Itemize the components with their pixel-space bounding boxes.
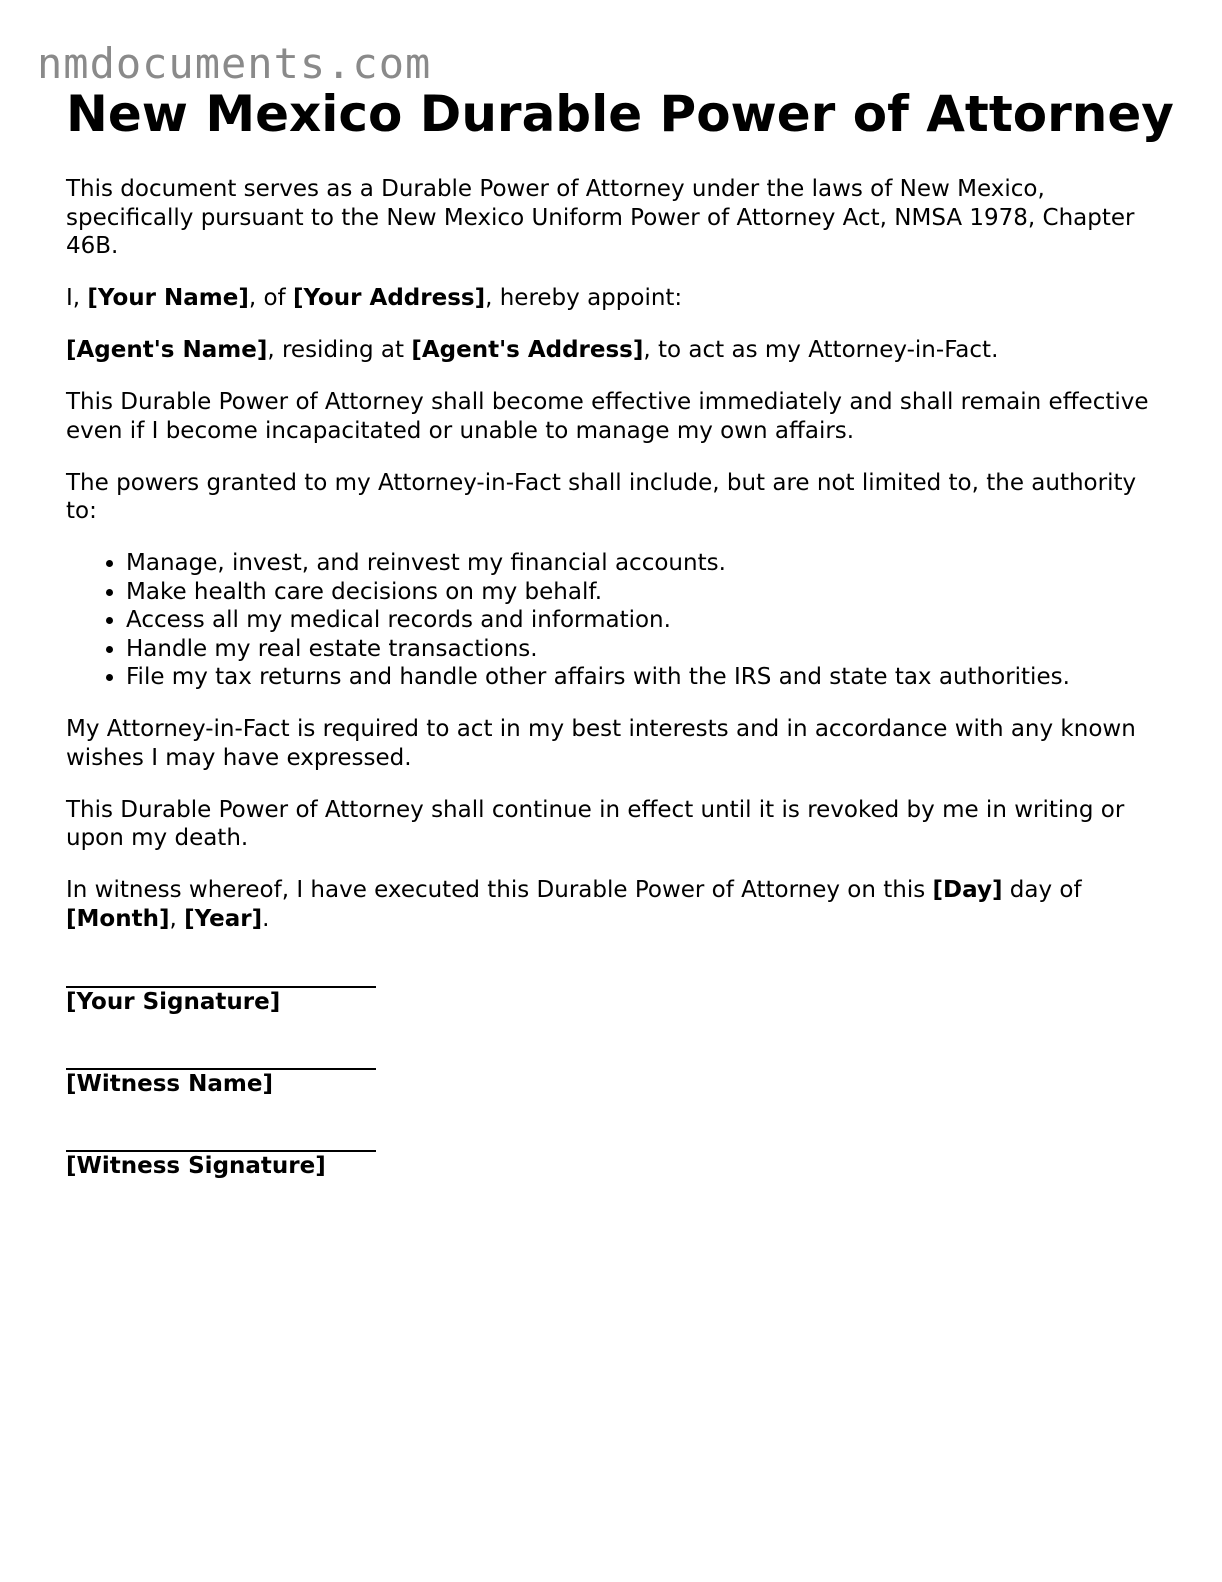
document-title: New Mexico Durable Power of Attorney [66,85,1174,143]
powers-list [66,549,1166,692]
your-signature-label: [Your Signature] [66,989,281,1015]
witness-name-block [66,1038,1166,1098]
witness-signature-label: [Witness Signature] [66,1153,326,1179]
power-item-health: • Make health care decisions on my behalf. [126,578,1166,607]
witness-clause-prefix: In witness whereof, I have executed this Durable Power of Attorney on this [66,877,933,903]
power-item-real-estate: • Handle my real estate transactions. [126,635,1166,664]
your-name-placeholder: [Your Name] [87,285,249,311]
intro-paragraph: This document serves as a Durable Power of Attorney under the laws of New Mexico, specifically pursuant to the New Mexico Uniform Power of Attorney Act, NMSA 1978, Chapter 46B. [66,176,1135,259]
witness-clause-comma: , [169,905,185,932]
witness-clause-day-of: day of [1002,877,1082,903]
agent-suffix: , to act as my Attorney-in-Fact. [643,337,999,363]
your-signature-line [66,956,376,988]
witness-name-line [66,1038,376,1070]
year-placeholder: [Year] [184,905,263,932]
powers-intro-paragraph: The powers granted to my Attorney-in-Fact shall include, but are not limited to, the authority to: [66,469,1137,524]
agent-name-placeholder: [Agent's Name] [66,337,268,363]
agent-address-placeholder: [Agent's Address] [411,337,644,363]
site-watermark: nmdocuments.com [37,39,432,88]
power-item-medical-records: • Access all my medical records and information. [126,606,1166,635]
witness-clause-period: . [262,905,270,932]
power-item-tax: • File my tax returns and handle other affairs with the IRS and state tax authorities. [126,663,1166,692]
witness-clause-paragraph [66,876,1166,933]
witness-signature-line [66,1120,376,1152]
appoint-prefix: I, [66,285,88,311]
appointment-paragraph [66,284,1166,313]
power-item-financial: • Manage, invest, and reinvest my financial accounts. [126,549,1166,578]
your-signature-block [66,956,1166,1016]
witness-name-label: [Witness Name] [66,1071,273,1097]
witness-signature-block [66,1120,1166,1180]
duration-paragraph: This Durable Power of Attorney shall continue in effect until it is revoked by me in writing or upon my death. [66,796,1125,851]
document-body [66,82,1174,1180]
duty-paragraph: My Attorney-in-Fact is required to act in my best interests and in accordance with any known wishes I may have expressed. [66,716,1136,771]
your-address-placeholder: [Your Address] [292,285,486,311]
month-placeholder: [Month] [66,905,170,932]
appoint-of: , of [248,285,293,311]
agent-paragraph [66,336,1166,365]
appoint-suffix: , hereby appoint: [485,285,683,311]
agent-residing: , residing at [267,337,412,363]
day-placeholder: [Day] [932,877,1003,903]
effective-paragraph: This Durable Power of Attorney shall become effective immediately and shall remain effective even if I become incapacitated or unable to manage my own affairs. [66,389,1149,444]
